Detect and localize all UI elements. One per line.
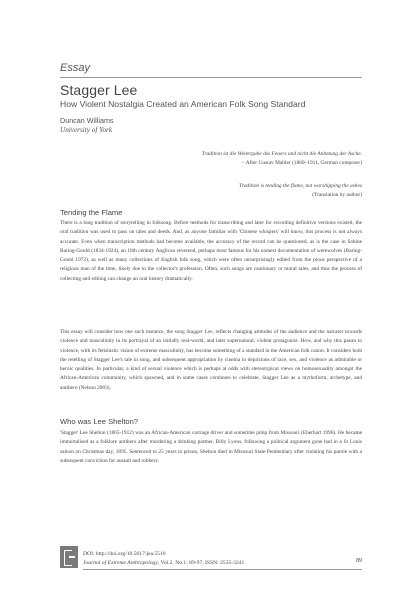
journal-logo-icon — [60, 546, 78, 568]
epigraph-2 — [239, 182, 362, 200]
paragraph-text: This essay will consider how one such instance, the song — [60, 329, 187, 335]
paragraph-text: , reflects changing attitudes of the audience and the narrator towards violence and masculinity in its portrayal of an initially real-world, and later supernatural, violent protagonist. How, and why this paean to violence, with its fetishistic vision of extreme masculinity, has become something of a standard in the American folk canon. It considers both the retelling of Stagger Lee's tale in song, and subsequent appropriation by cinema in depictions of race, sex, and violence as admirable or heroic qualities. In particular, a kind of sexual violence which is perhaps at odds with stereotypical views on homosexuality amongst the African-American community, which spawned, and in some cases continues to celebrate, Stagger Lee as a mythoform, archetype, and antihero (Nelson 2003). — [60, 329, 362, 391]
body-paragraph — [60, 328, 362, 393]
volume-info: , Vol.2, No.1: 89-97, ISSN: 2535-3241 — [157, 559, 245, 566]
epigraph-quote: Tradition ist die Weitergabe des Feuers und nicht die Anbetung der Asche. — [201, 151, 362, 157]
body-paragraph: There is a long tradition of storytelling in folksong. Before methods for transcribing and later for recording definitive versions existed, the oral tradition was used to pass on tales and deeds. And, as anyone familiar with 'Chinese whispers' will know, this process is not always accurate. Even when transcription methods had become available, the accuracy of the record can be questioned, as is the case in Sabine Baring-Gould (1834-1924), an 18th century Anglican reverend, perhaps most famous for his earnest documentation of werewolves (Baring-Gould 1973), as well as many collections of English folk song, which were often unsurprisingly edited from the pious perspective of a religious man of the time, likely due to the collector's profession. Often, such songs are cautionary or moral tales, and thus the process of collecting and editing can change an oral history dramatically. — [60, 220, 362, 282]
epigraph-attribution: (Translation by author) — [312, 192, 362, 198]
section-heading: Who was Lee Shelton? — [60, 417, 139, 426]
section-label: Essay — [60, 62, 90, 74]
header-rule — [60, 77, 362, 78]
journal-name: Journal of Extreme Anthropology — [83, 559, 158, 566]
footer-citation — [83, 550, 244, 567]
article-subtitle: How Violent Nostalgia Created an American Folk Song Standard — [60, 99, 306, 109]
footer-rule — [83, 569, 362, 570]
author-affiliation: University of York — [60, 126, 113, 134]
song-title-emphasis: Stagger Lee — [186, 329, 213, 335]
epigraph-quote: Tradition is tending the flame, not worshipping the ashes — [239, 183, 362, 189]
epigraph-1 — [202, 150, 362, 168]
article-title: Stagger Lee — [60, 82, 138, 98]
section-heading: Tending the Flame — [60, 208, 123, 217]
author-name: Duncan Williams — [60, 116, 114, 125]
page-number: 89 — [356, 558, 362, 564]
doi-link[interactable]: DOI: http://doi.org/10.5617/jea.5516 — [83, 551, 166, 557]
body-paragraph: 'Stagger' Lee Shelton (1865-1912) was an African-American carriage driver and sometime pimp from Missouri (Eberhart 1996). He became immortalised as a folklore antihero after murdering a drinking partner, Billy Lyons, following a political argument gone bad in a St Louis saloon on Christmas day, 1895. Sentenced to 25 years in prison, Shelton died in Missouri State Penitentiary after violating his parole with a subsequent conviction for assault and robbery. — [60, 430, 362, 464]
epigraph-attribution: – After Gustav Mahler (1860–1911, German composer) — [241, 160, 362, 166]
